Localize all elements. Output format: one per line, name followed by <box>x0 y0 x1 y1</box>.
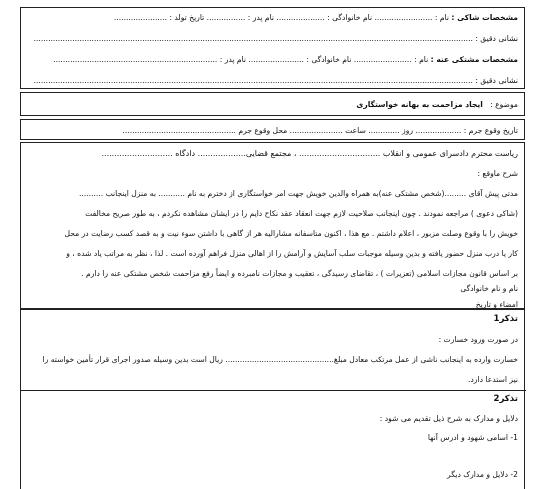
body-line-2: (شاکی دعوی ) مراجعه نمودند . چون اینجانب صلاحیت لازم جهت انعقاد عقد نکاح دایم را در ایشان مشاهده نکردم ، به طور صریح مخالفت <box>85 209 518 218</box>
defendant-fields: نام : ........................ نام خانوادگی : ....................... نام پدر : .................................................................... <box>53 55 429 64</box>
complainant-row <box>114 12 518 23</box>
subject-value: ایجاد مزاحمت به بهانه خواستگاری <box>356 100 483 109</box>
note1-line-2: خسارت وارده به اینجانب ناشی از عمل مرتکب معادل مبلغ............................................. ریال است بدین وسیله صدور اجرای قرار تأمین خواسته را <box>42 355 518 364</box>
note1-line-1: در صورت ورود خسارت : <box>438 335 518 344</box>
complainant-address: نشانی دقیق : ...................................................................................................................................................................................... <box>33 34 518 43</box>
incident-row: تاریخ وقوع جرم : ................... روز ............. ساعت ...................... محل وقوع جرم ............................................... <box>122 126 518 135</box>
defendant-label: مشخصات مشتکی عنه : <box>430 55 518 64</box>
note2-item-1: 1- اسامی شهود و ادرس آنها <box>427 433 518 442</box>
notes-section <box>20 309 525 489</box>
note1-line-3: نیز استدعا دارد. <box>468 375 518 384</box>
notes-divider <box>21 390 526 391</box>
parties-section <box>20 7 525 89</box>
signature-name: نام و نام خانوادگی <box>460 284 518 293</box>
defendant-address: نشانی دقیق : ...................................................................................................................................................................................... <box>33 76 518 85</box>
note2-item-2: 2- دلایل و مدارک دیگر <box>447 470 518 479</box>
body-line-5: بر اساس قانون مجازات اسلامی (تعزیرات ) ، تقاضای رسیدگی ، تعقیب و مجازات نامبرده و ایضاً رفع مزاحمت شخص مشتکی عنه را دارم . <box>81 269 518 278</box>
body-line-4: کار یا درب منزل حضور یافته و بدین وسیله موجبات سلب آسایش و آرامش را از اهالی منزل فراهم آورده است . لذا ، نظر به مراتب یاد شده ، و <box>66 249 518 258</box>
note1-title: تذکر1 <box>493 314 518 324</box>
complaint-form <box>20 7 527 487</box>
subject-row <box>356 99 518 110</box>
complainant-label: مشخصات شاکی : <box>451 13 518 22</box>
complaint-body <box>20 142 525 309</box>
sharh-label: شرح ماوقع : <box>477 169 518 178</box>
body-line-3: خویش را با وقوع وصلت مزبور ، اعلام داشتم . مع هذا ، اکنون متاسفانه مشارالیه هر از گاهی با داشتن سوء نیت و به قصد کسب رضایت در محل <box>64 229 518 238</box>
addressee-heading: ریاست محترم دادسرای عمومی و انقلاب ................................ ، مجتمع قضایی................... دادگاه ............................ <box>101 149 518 158</box>
body-line-1: مدتی پیش آقای .........(شخص مشتکی عنه)به همراه والدین خویش جهت امر خواستگاری از دخترم به نام ........... به منزل اینجانب .......... <box>79 189 518 198</box>
note2-intro: دلایل و مدارک به شرح ذیل تقدیم می شود : <box>379 414 518 423</box>
note2-title: تذکر2 <box>493 394 518 404</box>
subject-label: موضوع : <box>490 100 518 109</box>
defendant-row <box>53 54 518 65</box>
signature-date: امضاء و تاریخ <box>475 300 518 309</box>
incident-section <box>20 119 525 140</box>
complainant-fields: نام : ........................ نام خانوادگی : .................... نام پدر : ................ تاریخ تولد : ...................... <box>113 13 449 22</box>
subject-section <box>20 92 525 116</box>
